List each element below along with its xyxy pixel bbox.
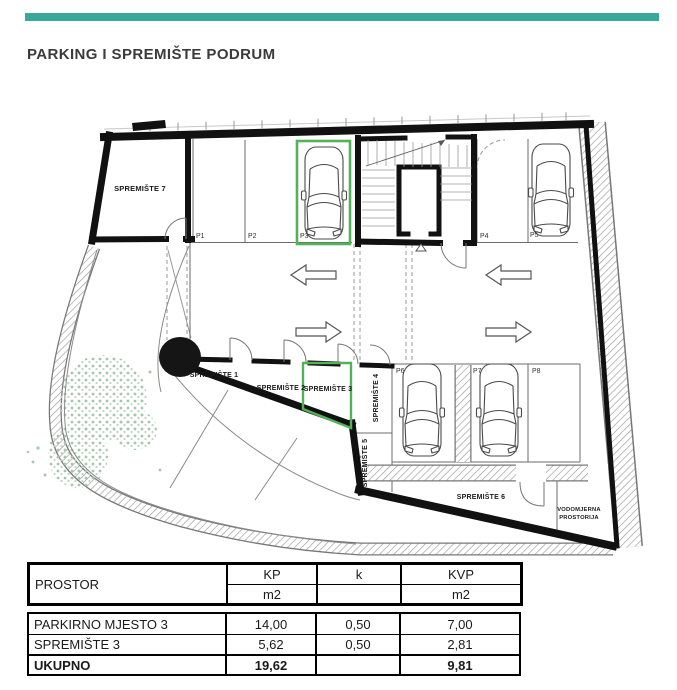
label-p1: P1 bbox=[196, 233, 205, 240]
arrow-right-icon bbox=[486, 322, 531, 342]
arrow-left-icon bbox=[291, 265, 336, 285]
parking-labels bbox=[196, 232, 541, 375]
label-p8: P8 bbox=[532, 368, 541, 375]
car-p7 bbox=[477, 364, 522, 456]
row-parkirno-kp: 14,00 bbox=[225, 614, 315, 634]
row-spremiste-kvp: 2,81 bbox=[399, 634, 519, 654]
label-p2: P2 bbox=[248, 233, 257, 240]
row-total-k bbox=[315, 654, 399, 674]
label-p4: P4 bbox=[480, 233, 489, 240]
row-spremiste-kp: 5,62 bbox=[225, 634, 315, 654]
row-total-name: UKUPNO bbox=[29, 654, 225, 674]
header-kp: KP bbox=[226, 565, 316, 584]
car-p3 bbox=[302, 147, 347, 239]
label-p6: P6 bbox=[396, 368, 405, 375]
row-parkirno-k: 0,50 bbox=[315, 614, 399, 634]
header-kp-unit: m2 bbox=[226, 584, 316, 603]
row-parkirno-name: PARKIRNO MJESTO 3 bbox=[29, 614, 225, 634]
row-parkirno-kvp: 7,00 bbox=[399, 614, 519, 634]
header-k-unit bbox=[316, 584, 400, 603]
page-title: PARKING I SPREMIŠTE PODRUM bbox=[27, 46, 276, 63]
label-spremiste-7: SPREMIŠTE 7 bbox=[114, 184, 166, 193]
label-spremiste-3: SPREMIŠTE 3 bbox=[303, 386, 353, 393]
car-p5 bbox=[529, 144, 574, 236]
row-total-kvp: 9,81 bbox=[399, 654, 519, 674]
highlight-spremiste-3 bbox=[303, 363, 351, 428]
row-spremiste-k: 0,50 bbox=[315, 634, 399, 654]
vegetation bbox=[27, 355, 162, 488]
label-spremiste-5: SPREMIŠTE 5 bbox=[362, 438, 369, 488]
label-spremiste-2: SPREMIŠTE 2 bbox=[256, 385, 306, 392]
header-kvp-unit: m2 bbox=[400, 584, 520, 603]
arrow-left-icon bbox=[486, 265, 531, 285]
label-spremiste-6: SPREMIŠTE 6 bbox=[456, 494, 506, 501]
row-spremiste-name: SPREMIŠTE 3 bbox=[29, 634, 225, 654]
row-total-kp: 19,62 bbox=[225, 654, 315, 674]
area-table-header bbox=[27, 562, 523, 606]
label-p5: P5 bbox=[530, 232, 539, 239]
header-kvp: KVP bbox=[400, 565, 520, 584]
header-prostor: PROSTOR bbox=[30, 565, 226, 603]
arrow-right-icon bbox=[296, 322, 341, 342]
area-table-body bbox=[27, 612, 521, 676]
stairs bbox=[362, 140, 472, 226]
label-p7: P7 bbox=[473, 368, 482, 375]
car-p6 bbox=[400, 364, 445, 456]
header-k: k bbox=[316, 565, 400, 584]
label-spremiste-4: SPREMIŠTE 4 bbox=[373, 373, 380, 423]
traffic-arrows bbox=[291, 265, 531, 342]
label-p3: P3 bbox=[300, 233, 309, 240]
label-vodomjerna-2: PROSTORIJA bbox=[559, 515, 599, 521]
label-spremiste-1: SPREMIŠTE 1 bbox=[189, 372, 239, 379]
label-vodomjerna-1: VODOMJERNA bbox=[557, 507, 601, 513]
